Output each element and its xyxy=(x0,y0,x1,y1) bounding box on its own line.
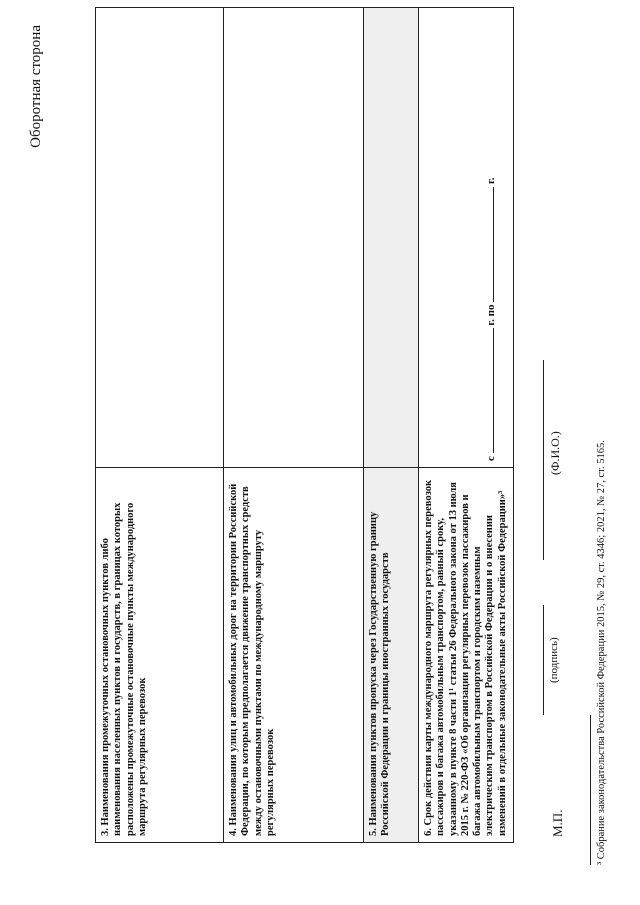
row-label: 5. Наименования пунктов пропуска через Государственную границу Российской Федерации и границы иностранных государств xyxy=(368,511,392,836)
validity-period xyxy=(483,14,497,461)
table-row xyxy=(419,8,514,843)
period-to-blank xyxy=(483,187,494,302)
name-line xyxy=(543,360,544,560)
row-value-cell xyxy=(364,8,419,468)
row-label: 4. Наименования улиц и автомобильных дорог на территории Российской Федерации, по которым предполагается движение транспортных средств между остановочными пунктами по международному маршруту регулярных перевозок xyxy=(228,483,276,836)
signature-caption: (подпись) xyxy=(548,637,560,683)
period-end-label: г. xyxy=(485,177,497,185)
form-table xyxy=(95,7,514,843)
table-row xyxy=(224,8,364,843)
row-label: 3. Наименования промежуточных остановочных пунктов либо наименования населенных пунктов и государств, в границах которых расположены промежуточные остановочные пункты международного маршрута регулярных перевозок xyxy=(100,502,148,836)
footnote: ³ Собрание законодательства Российской Федерации 2015, № 29, ст. 4346; 2021, № 27, ст. 5165. xyxy=(596,440,607,865)
row-label: 6. Срок действия карты международного маршрута регулярных перевозок пассажиров и багажа автомобильным транспортом, равный сроку, указанному в пункте 8 части 1¹ статьи 26 Федерального закона от 13 июля 2015 г. № 220-ФЗ «Об организации регулярных перевозок пассажиров и багажа автомобильным транспортом и городским наземным электрическим транспортом в Российской Федерации и о внесении изменений в отдельные законодательные акты Российской Федерации»³ xyxy=(423,479,508,836)
row-label-cell xyxy=(96,468,224,843)
row-label-cell xyxy=(224,468,364,843)
signature-line xyxy=(543,605,544,715)
row-label-cell xyxy=(364,468,419,843)
table-row xyxy=(96,8,224,843)
footnote-divider xyxy=(590,715,591,865)
period-from-label: с xyxy=(485,456,497,461)
page-header: Оборотная сторона xyxy=(28,25,44,148)
validity-period-cell xyxy=(419,8,514,468)
row-value-cell xyxy=(96,8,224,468)
period-to-label: г. по xyxy=(485,304,497,326)
row-value-cell xyxy=(224,8,364,468)
name-caption: (Ф.И.О.) xyxy=(548,431,562,475)
stamp-place-label: М.П. xyxy=(550,809,565,837)
row-label-cell xyxy=(419,468,514,843)
period-from-blank xyxy=(483,328,494,453)
table-row xyxy=(364,8,419,843)
